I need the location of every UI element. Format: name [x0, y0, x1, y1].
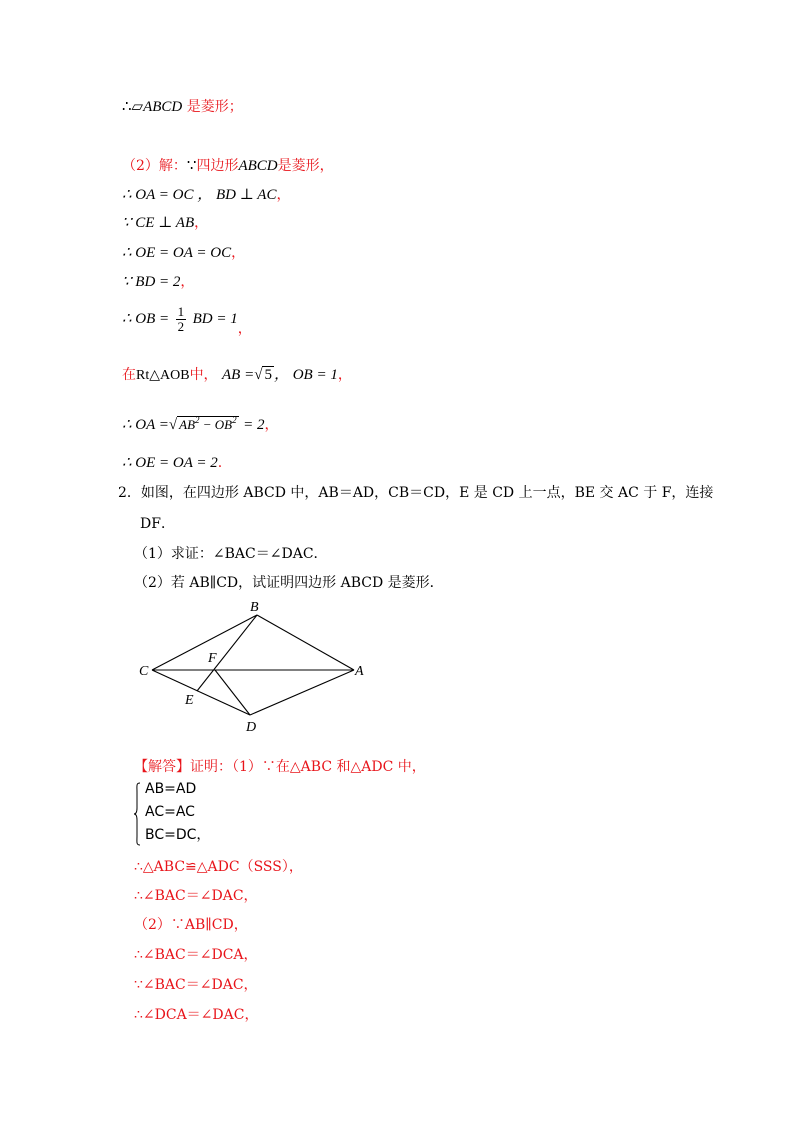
question-1-text: （1）求证：∠BAC＝∠DAC．	[134, 546, 328, 562]
math-expression: BD = 1	[192, 311, 238, 327]
system-eq-3-text: BC=DC	[145, 827, 197, 843]
right-triangle-line	[122, 366, 352, 385]
comma: ，	[180, 274, 195, 290]
label-c: C	[139, 664, 149, 679]
step-text: （2）∵AB∥CD，	[134, 917, 248, 933]
problem-number: 2．	[118, 485, 141, 501]
comma: ，	[237, 321, 252, 337]
oe-oa-oc-line	[122, 244, 245, 262]
triangle-name: Rt△AOB	[136, 368, 190, 383]
quad-name: ABCD	[238, 158, 278, 174]
segment-dc	[152, 670, 250, 715]
brace-icon	[133, 782, 141, 846]
step-text: ∴∠DCA＝∠DAC，	[134, 1007, 259, 1023]
math-expression: ∵ CE ⊥ AB	[122, 215, 195, 231]
comma: ，	[264, 417, 279, 433]
label-f: F	[208, 651, 217, 666]
oe-result-line	[122, 454, 222, 472]
solution-step-6	[134, 1006, 258, 1024]
parallelogram-symbol: ▱	[131, 99, 144, 115]
segment-fd	[215, 670, 250, 715]
solution-step-3	[134, 916, 248, 934]
rhombus-text: 是菱形，	[277, 158, 334, 174]
step-text: ∵∠BAC＝∠DAC，	[134, 977, 258, 993]
problem-2-stem	[118, 484, 713, 502]
label-e: E	[185, 693, 194, 708]
sqrt-symbol: √	[254, 367, 263, 383]
math-expression: ∴ OB =	[122, 311, 170, 327]
oa-oc-line	[122, 186, 290, 204]
step-text: ∴∠BAC＝∠DCA，	[134, 947, 258, 963]
oa-pythagoras-line	[122, 416, 278, 434]
period: .	[217, 455, 223, 471]
conclusion-rhombus-line	[122, 98, 243, 116]
math-expression: ∴ OA =	[122, 417, 169, 433]
equation-system	[133, 782, 253, 850]
because-symbol: ∵	[186, 158, 197, 174]
comma: ，	[337, 367, 352, 383]
quad-name: ABCD	[143, 99, 183, 115]
solution-intro	[134, 758, 426, 776]
label-a: A	[355, 664, 364, 679]
comma: ，	[196, 827, 211, 843]
zai-text: 在	[122, 367, 136, 383]
ce-perp-ab-line	[122, 214, 208, 232]
zhong-text: 中，	[189, 367, 218, 383]
answer-tag: 【解答】	[134, 759, 190, 775]
step-text: ∴∠BAC＝∠DAC，	[134, 888, 258, 904]
geometry-figure	[130, 595, 380, 740]
problem-stem-line2: DF．	[140, 516, 175, 532]
question-2	[134, 574, 444, 592]
problem-stem-line1: 如图，在四边形 ABCD 中，AB＝AD，CB＝CD，E 是 CD 上一点，BE 交 AC 于 F，连接	[140, 485, 714, 501]
comma: ，	[276, 187, 291, 203]
comma: ，	[231, 245, 246, 261]
solution-step-4	[134, 946, 258, 964]
question-1	[134, 545, 328, 563]
math-expression: ∴ OA = OC ， BD ⊥ AC	[122, 187, 277, 203]
question-2-text: （2）若 AB∥CD，试证明四边形 ABCD 是菱形．	[134, 575, 444, 591]
bd-equals-line	[122, 273, 194, 291]
solution-step-5	[134, 976, 258, 994]
segment-be	[197, 615, 257, 691]
therefore-symbol: ∴	[122, 99, 132, 115]
label-b: B	[250, 600, 259, 615]
math-expression: = 2	[243, 417, 265, 433]
fraction-denominator: 2	[177, 318, 185, 334]
rhombus-text: 是菱形；	[186, 99, 243, 115]
system-eq-3	[145, 824, 210, 846]
system-eq-1: AB=AD	[145, 781, 197, 797]
label-d: D	[246, 720, 257, 735]
fraction-numerator: 1	[177, 303, 185, 319]
step-text: ∴△ABC≌△ADC（SSS），	[134, 859, 303, 875]
system-eq-2: AC=AC	[145, 804, 195, 820]
solution-intro-text: 证明：（1）∵在△ABC 和△ADC 中，	[190, 759, 426, 775]
math-expression: AB =	[222, 367, 255, 383]
part2-heading-line	[122, 157, 334, 175]
sqrt-radicand: $AB^2 - OB^2$	[179, 415, 237, 432]
part2-label: （2）解：	[122, 158, 187, 174]
sqrt-radicand: 5	[264, 367, 272, 383]
ob-half-bd-line	[122, 302, 252, 346]
comma: ，	[194, 215, 209, 231]
quad-text: 四边形	[196, 158, 239, 174]
sqrt-symbol: √	[168, 417, 178, 433]
math-expression: ∴ OE = OA = OC	[122, 245, 232, 261]
math-expression: ， OB = 1	[273, 367, 338, 383]
solution-step-2	[134, 887, 258, 905]
solution-step-1	[134, 858, 303, 876]
segment-ad	[250, 670, 354, 715]
segment-cb	[152, 615, 257, 670]
math-expression: ∴ OE = OA = 2	[122, 455, 218, 471]
math-expression: ∵ BD = 2	[122, 274, 181, 290]
problem-2-stem-cont	[140, 515, 175, 533]
segment-ba	[257, 615, 354, 670]
fraction-one-half	[176, 305, 187, 334]
